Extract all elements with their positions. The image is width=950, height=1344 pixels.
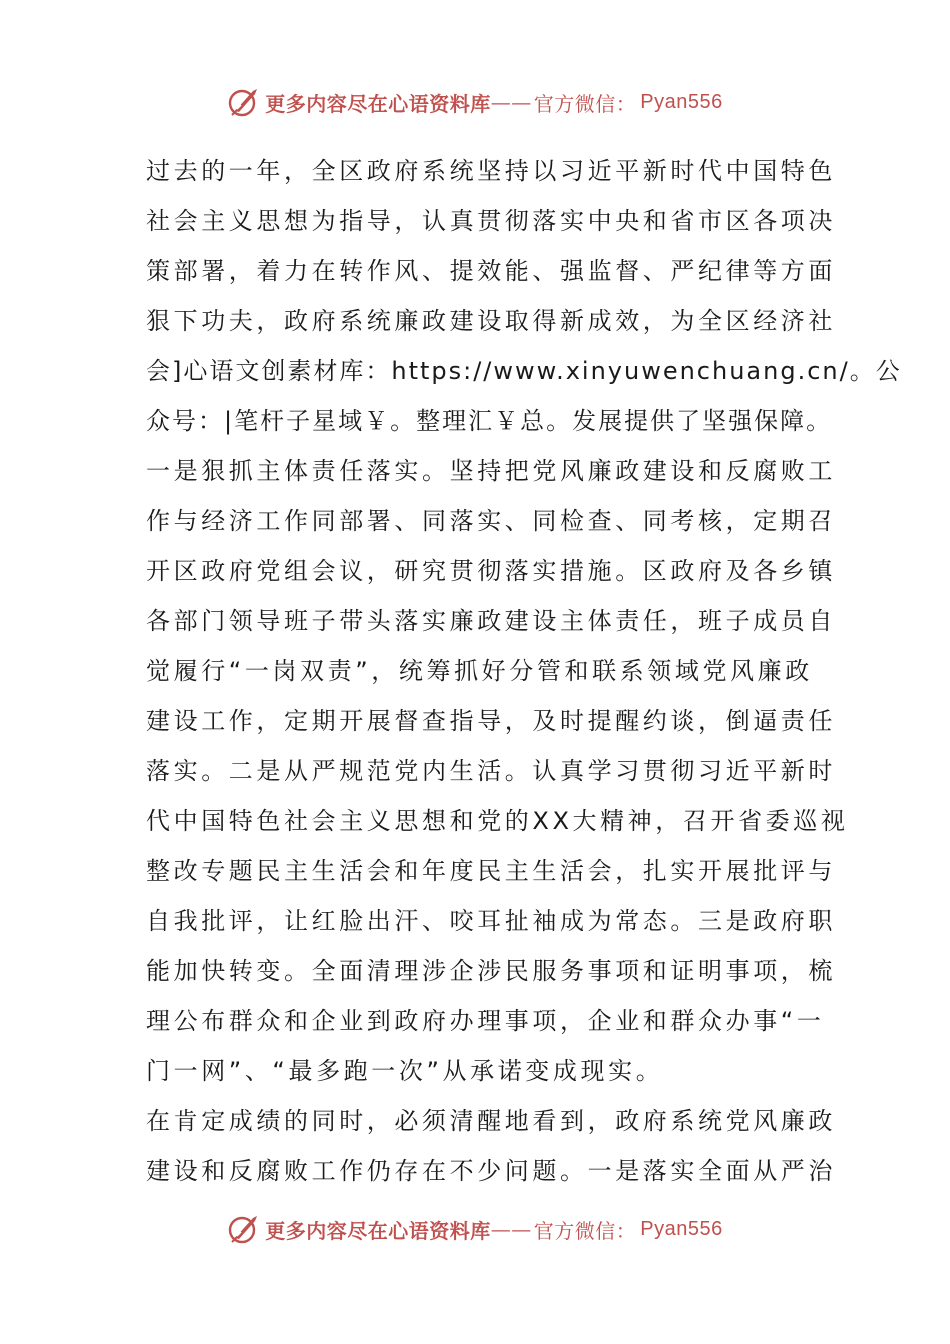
quill-pen-logo-icon [227,1212,261,1246]
banner-dash: —— [490,90,532,114]
wechat-label: 官方微信： [533,91,637,116]
footer-banner [0,1207,950,1251]
body-line: 策部署，着力在转作风、提效能、强监督、严纪律等方面 [146,257,836,285]
body-line: 各部门领导班子带头落实廉政建设主体责任，班子成员自 [146,607,836,635]
body-line: 建设和反腐败工作仍存在不少问题。一是落实全面从严治 [146,1157,836,1185]
body-line: 一是狠抓主体责任落实。坚持把党风廉政建设和反腐败工 [146,457,836,485]
body-line: 众号：|笔杆子星域￥。整理汇￥总。发展提供了坚强保障。 [146,407,833,435]
body-line: 作与经济工作同部署、同落实、同检查、同考核，定期召 [146,507,836,535]
body-line: 狠下功夫，政府系统廉政建设取得新成效，为全区经济社 [146,307,836,335]
wechat-id: Pyan556 [640,1217,723,1240]
site-name: 更多内容尽在心语资料库 [265,1218,491,1243]
body-line: 建设工作，定期开展督查指导，及时提醒约谈，倒逼责任 [146,707,836,735]
body-line: 过去的一年，全区政府系统坚持以习近平新时代中国特色 [146,157,836,185]
wechat-label: 官方微信： [533,1218,637,1243]
body-line: 觉履行“一岗双责”，统筹抓好分管和联系领域党风廉政 [146,657,813,685]
document-body [146,146,902,1196]
body-line: 开区政府党组会议，研究贯彻落实措施。区政府及各乡镇 [146,557,836,585]
body-line: 落实。二是从严规范党内生活。认真学习贯彻习近平新时 [146,757,836,785]
body-line: 自我批评，让红脸出汗、咬耳扯袖成为常态。三是政府职 [146,907,836,935]
wechat-id: Pyan556 [640,90,723,113]
body-line: 社会主义思想为指导，认真贯彻落实中央和省市区各项决 [146,207,836,235]
body-line: 会]心语文创素材库：https://www.xinyuwenchuang.cn/。公 [146,357,902,385]
body-line: 整改专题民主生活会和年度民主生活会，扎实开展批评与 [146,857,836,885]
body-line: 门一网”、“最多跑一次”从承诺变成现实。 [146,1057,664,1085]
body-line: 理公布群众和企业到政府办理事项，企业和群众办事“一 [146,1007,825,1035]
quill-pen-logo-icon [227,85,261,119]
body-line: 在肯定成绩的同时，必须清醒地看到，政府系统党风廉政 [146,1107,836,1135]
banner-dash: —— [490,1217,532,1241]
body-line: 代中国特色社会主义思想和党的XX大精神，召开省委巡视 [146,807,849,835]
body-line: 能加快转变。全面清理涉企涉民服务事项和证明事项，梳 [146,957,836,985]
header-banner [0,80,950,124]
site-name: 更多内容尽在心语资料库 [265,91,491,116]
